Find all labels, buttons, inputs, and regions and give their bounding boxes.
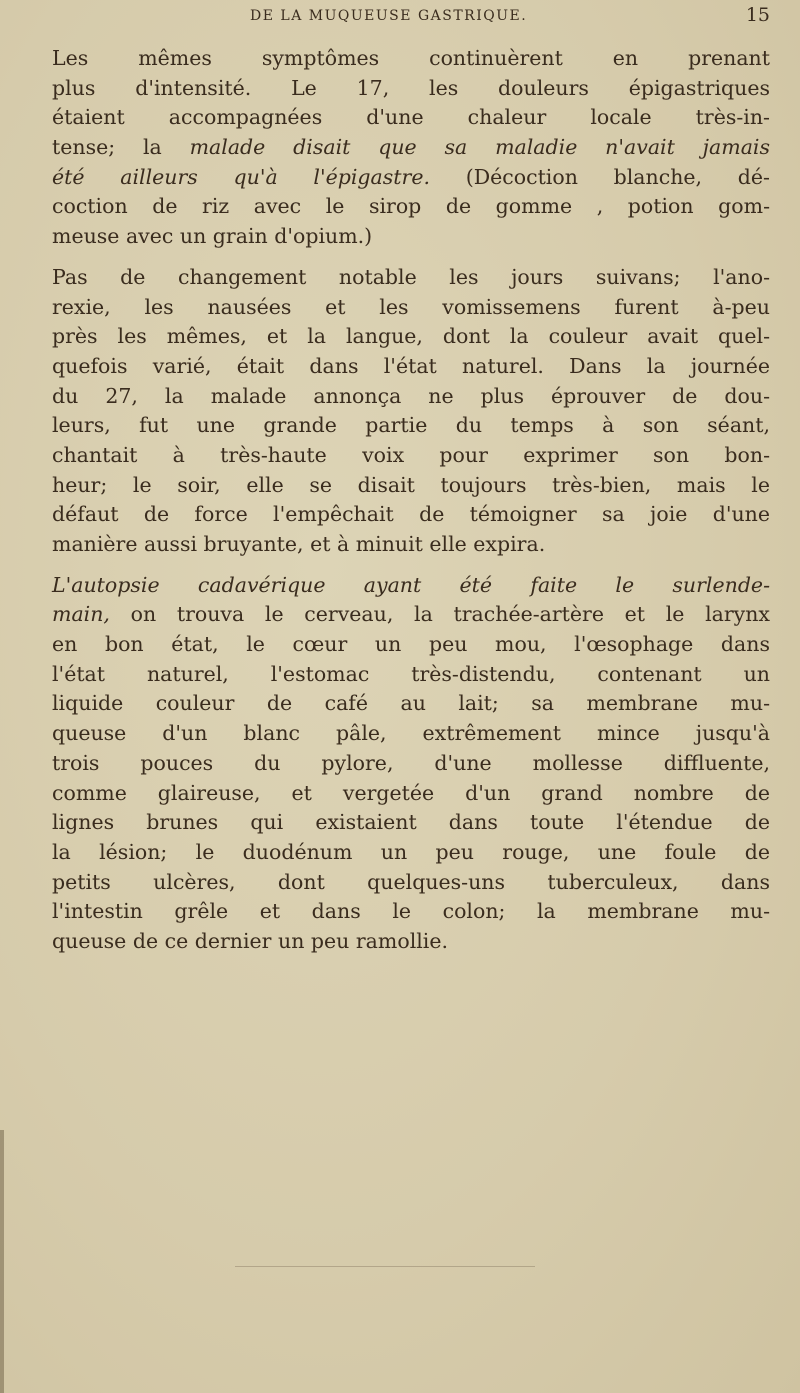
text-line	[52, 411, 770, 441]
text-line	[52, 600, 770, 630]
paragraph-gap	[52, 560, 770, 571]
text-line	[52, 322, 770, 352]
page-edge	[0, 1130, 4, 1393]
text-line	[52, 779, 770, 809]
text-line	[52, 927, 770, 957]
text-run: meuse avec un grain d'opium.)	[52, 224, 373, 249]
text-line	[52, 222, 770, 252]
text-line	[52, 133, 770, 163]
section-rule	[235, 1266, 535, 1267]
text-line	[52, 868, 770, 898]
text-line	[52, 163, 770, 193]
text-run: chantait à très-haute voix pour exprimer son bon-	[52, 442, 770, 467]
text-line	[52, 352, 770, 382]
text-run: la lésion; le duodénum un peu rouge, une foule de	[52, 839, 770, 864]
text-run: comme glaireuse, et vergetée d'un grand nombre de	[52, 780, 770, 805]
text-line	[52, 630, 770, 660]
text-run: queuse d'un blanc pâle, extrêmement mince jusqu'à	[52, 721, 770, 746]
text-line	[52, 897, 770, 927]
text-run: près les mêmes, et la langue, dont la couleur avait quel-	[52, 324, 770, 349]
italic-text: été ailleurs qu'à l'épigastre.	[52, 164, 430, 189]
text-run: Les mêmes symptômes continuèrent en prenant	[52, 46, 770, 70]
text-line	[52, 44, 770, 74]
text-run: heur; le soir, elle se disait toujours très-bien, mais le	[52, 472, 770, 497]
text-run: quefois varié, était dans l'état naturel. Dans la journée	[52, 353, 770, 378]
paragraph	[52, 44, 770, 252]
text-run: manière aussi bruyante, et à minuit elle expira.	[52, 532, 546, 556]
text-line	[52, 471, 770, 501]
text-run: coction de riz avec le sirop de gomme , potion gom-	[52, 194, 770, 219]
running-title: DE LA MUQUEUSE GASTRIQUE.	[250, 8, 528, 24]
text-line	[52, 571, 770, 601]
page-number: 15	[745, 4, 770, 26]
text-run: trois pouces du pylore, d'une mollesse diffluente,	[52, 750, 770, 775]
text-run: liquide couleur de café au lait; sa membrane mu-	[52, 691, 770, 716]
paragraph	[52, 571, 770, 957]
italic-text: L'autopsie cadavérique ayant été faite le surlende-	[52, 572, 770, 597]
italic-text: malade disait que sa maladie n'avait jamais	[189, 135, 770, 160]
text-line	[52, 838, 770, 868]
text-run: tense; la	[52, 135, 190, 160]
text-run: plus d'intensité. Le 17, les douleurs épigastriques	[52, 75, 770, 100]
text-run: l'intestin grêle et dans le colon; la membrane mu-	[52, 899, 770, 924]
text-line	[52, 530, 770, 560]
text-line	[52, 719, 770, 749]
text-run: petits ulcères, dont quelques-uns tuberculeux, dans	[52, 869, 770, 894]
text-run: en bon état, le cœur un peu mou, l'œsophage dans	[52, 632, 770, 657]
paragraph-gap	[52, 252, 770, 263]
text-run: rexie, les nausées et les vomissemens furent à-peu	[52, 294, 770, 319]
text-run: du 27, la malade annonça ne plus éprouver de dou-	[52, 383, 770, 408]
paragraph	[52, 263, 770, 560]
text-line	[52, 263, 770, 293]
text-line	[52, 749, 770, 779]
text-line	[52, 500, 770, 530]
text-run: Pas de changement notable les jours suivans; l'ano-	[52, 264, 770, 289]
text-run: défaut de force l'empêchait de témoigner sa joie d'une	[52, 502, 770, 527]
text-run: (Décoction blanche, dé-	[429, 164, 770, 189]
text-run: l'état naturel, l'estomac très-distendu, contenant un	[52, 661, 770, 686]
text-line	[52, 441, 770, 471]
running-header	[250, 4, 770, 26]
text-line	[52, 192, 770, 222]
text-line	[52, 103, 770, 133]
text-run: étaient accompagnées d'une chaleur locale très-in-	[52, 105, 770, 130]
text-run: on trouva le cerveau, la trachée-artère et le larynx	[109, 602, 770, 627]
italic-text: main,	[52, 602, 110, 627]
text-line	[52, 808, 770, 838]
text-line	[52, 74, 770, 104]
text-line	[52, 660, 770, 690]
text-run: queuse de ce dernier un peu ramollie.	[52, 928, 449, 953]
text-line	[52, 382, 770, 412]
text-line	[52, 293, 770, 323]
text-run: lignes brunes qui existaient dans toute l'étendue de	[52, 810, 770, 835]
text-run: leurs, fut une grande partie du temps à son séant,	[52, 413, 770, 438]
body-text	[52, 44, 770, 957]
text-line	[52, 689, 770, 719]
